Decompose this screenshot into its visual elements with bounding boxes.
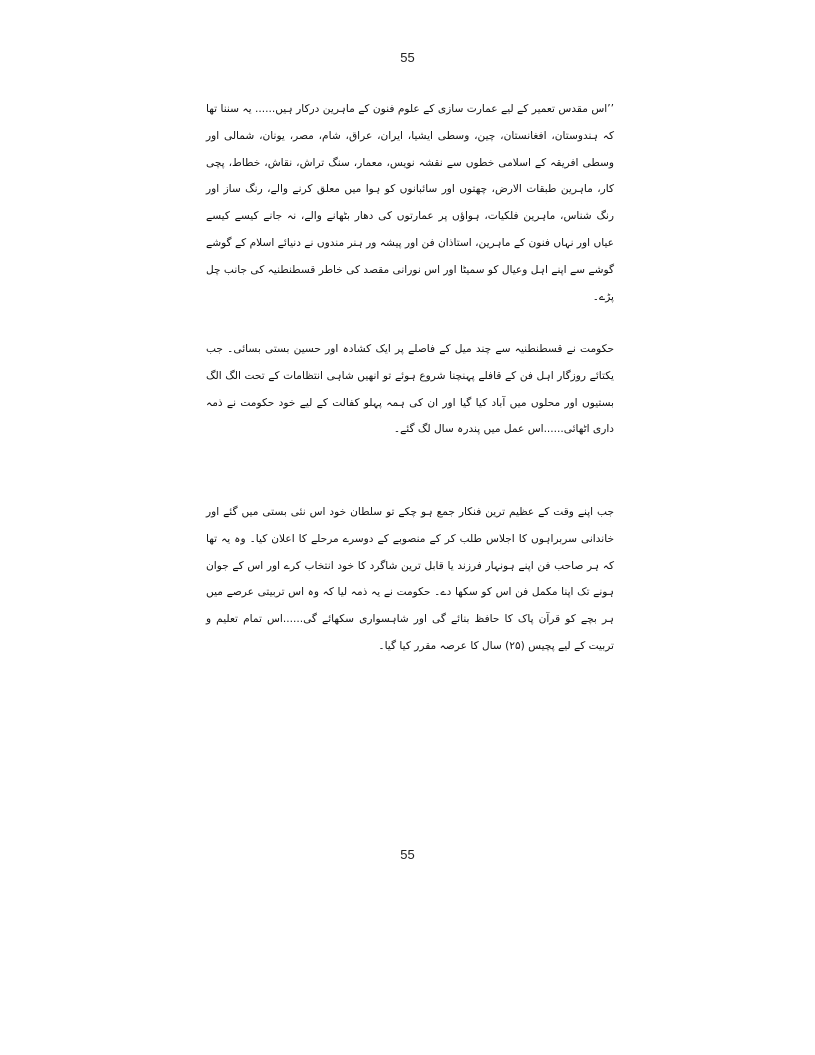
paragraph-1: ’’اس مقدس تعمیر کے لیے عمارت سازی کے علوم فنون کے ماہرین درکار ہیں...... یہ سننا تھا کہ ہندوستان، افغانستان، چین، وسطی ایشیا، ایران، عراق، شام، مصر، یونان، شمالی اور وسطی افریقہ کے اسلامی خطوں سے نقشہ نویس، معمار، سنگ تراش، نقاش، خطاط، پچی کار، ماہرین طبقات الارض، چھتوں اور سائبانوں کو ہوا میں معلق کرنے والے، رنگ ساز اور رنگ شناس، ماہرین فلکیات، ہواؤں پر عمارتوں کی دھار بٹھانے والے، نہ جانے کیسے کیسے عیاں اور نہاں فنون کے ماہرین، استاذان فن اور پیشہ ور ہنر مندوں نے دنیائے اسلام کے گوشے گوشے سے اپنے اہل وعیال کو سمیٹا اور اس نورانی مقصد کی خاطر قسطنطنیہ کی جانب چل پڑے۔ <box>205 103 614 303</box>
page-number-top: 55 <box>400 50 415 65</box>
page-number-bottom: 55 <box>400 847 415 862</box>
paragraph-3: جب اپنے وقت کے عظیم ترین فنکار جمع ہو چکے تو سلطان خود اس نئی بستی میں گئے اور خاندانی سربراہوں کا اجلاس طلب کر کے منصوبے کے دوسرے مرحلے کا اعلان کیا۔ وہ یہ تھا کہ ہر صاحب فن اپنے ہونہار فرزند یا قابل ترین شاگرد کا خود انتخاب کرے اور اس کے جوان ہونے تک اپنا مکمل فن اس کو سکھا دے۔ حکومت نے یہ ذمہ لیا کہ وہ اس تربیتی عرصے میں ہر بچے کو قرآن پاک کا حافظ بنائے گی اور شاہسواری سکھائے گی......اس تمام تعلیم و تربیت کے لیے پچیس (۲۵) سال کا عرصہ مقرر کیا گیا۔ <box>206 506 614 652</box>
paragraph-2: حکومت نے قسطنطنیہ سے چند میل کے فاصلے پر ایک کشادہ اور حسین بستی بسائی۔ جب یکتائے روزگار اہل فن کے قافلے پہنچنا شروع ہوئے تو انھیں شاہی انتظامات کے تحت الگ الگ بستیوں اور محلوں میں آباد کیا گیا اور ان کی ہمہ پہلو کفالت کے لیے خود حکومت نے ذمہ داری اٹھائی......اس عمل میں پندرہ سال لگ گئے۔ <box>206 343 614 436</box>
